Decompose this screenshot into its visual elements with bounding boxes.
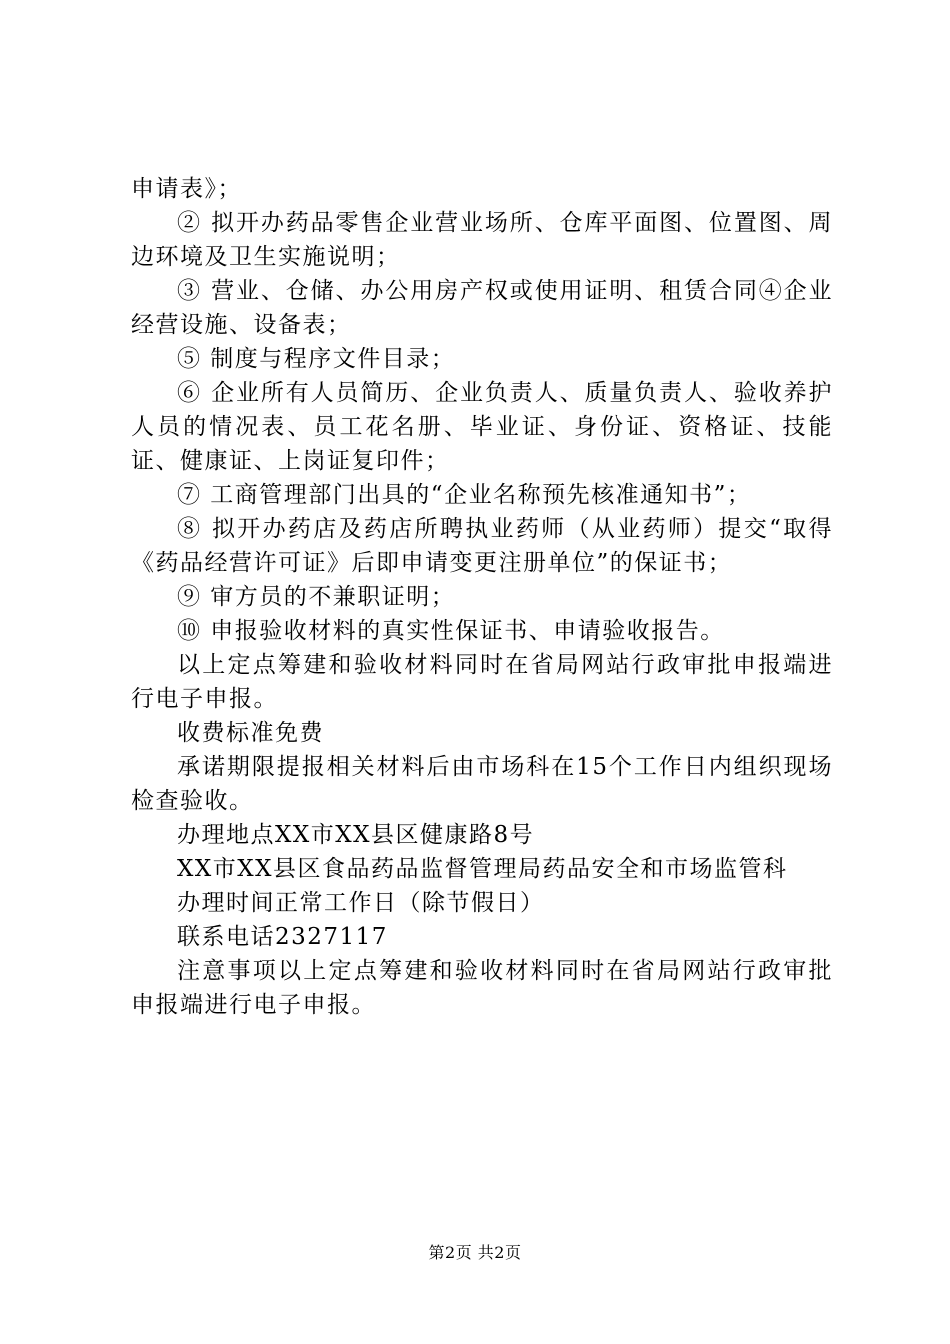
paragraph-electronic-filing: 以上定点筹建和验收材料同时在省局网站行政审批申报端进行电子申报。 <box>131 652 833 712</box>
paragraph-item-9: ⑨ 审方员的不兼职证明； <box>177 584 456 610</box>
paragraph-item-7: ⑦ 工商管理部门出具的“企业名称预先核准通知书”； <box>177 482 752 508</box>
page-number-label: 第2页 共2页 <box>428 1243 522 1262</box>
paragraph-item-6: ⑥ 企业所有人员简历、企业负责人、质量负责人、验收养护人员的情况表、员工花名册、毕业证、身份证、资格证、技能证、健康证、上岗证复印件； <box>131 380 833 474</box>
page-footer <box>0 1242 950 1264</box>
paragraph-contact-phone: 联系电话2327117 <box>177 924 388 950</box>
paragraph-office-hours: 办理时间正常工作日（除节假日） <box>177 890 545 916</box>
paragraph-notes: 注意事项以上定点筹建和验收材料同时在省局网站行政审批申报端进行电子申报。 <box>131 958 833 1018</box>
paragraph-item-3-4: ③ 营业、仓储、办公用房产权或使用证明、租赁合同④企业经营设施、设备表； <box>131 278 833 338</box>
paragraph-commitment-period: 承诺期限提报相关材料后由市场科在15个工作日内组织现场检查验收。 <box>131 754 833 814</box>
paragraph-fee-standard: 收费标准免费 <box>177 720 324 746</box>
paragraph-item-8: ⑧ 拟开办药店及药店所聘执业药师（从业药师）提交“取得《药品经营许可证》后即申请变更注册单位”的保证书； <box>131 516 833 576</box>
paragraph-item-2: ② 拟开办药品零售企业营业场所、仓库平面图、位置图、周边环境及卫生实施说明； <box>131 210 833 270</box>
paragraph-application-form-end: 申请表》； <box>131 176 242 202</box>
paragraph-office-location: 办理地点XX市XX县区健康路8号 <box>177 822 535 848</box>
document-body <box>131 172 833 1022</box>
paragraph-item-10: ⑩ 申报验收材料的真实性保证书、申请验收报告。 <box>177 618 725 644</box>
paragraph-office-department: XX市XX县区食品药品监督管理局药品安全和市场监管科 <box>177 856 788 882</box>
paragraph-item-5: ⑤ 制度与程序文件目录； <box>177 346 456 372</box>
